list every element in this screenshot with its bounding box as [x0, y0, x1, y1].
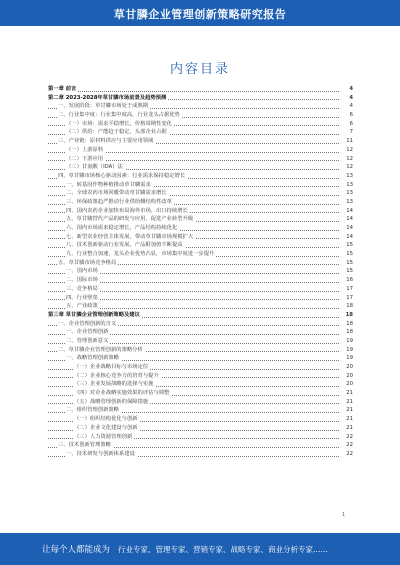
toc-entry-page: 15: [341, 241, 353, 250]
toc-entry-page: 19: [341, 346, 353, 355]
toc-entry-page: 16: [341, 276, 353, 285]
toc-entry[interactable]: [48, 328, 353, 337]
toc-entry-page: 14: [341, 224, 353, 233]
toc-entry[interactable]: [48, 294, 353, 303]
toc-entry-text: （三）人力资源管理创新: [74, 433, 133, 440]
toc-entry[interactable]: [48, 267, 353, 276]
toc-entry-text: 一、战略管理创新策略: [66, 355, 119, 362]
toc-entry-text: 第二章 2023-2028年草甘膦市场前景及趋势预测: [48, 94, 167, 101]
toc-entry[interactable]: [48, 250, 353, 259]
toc-heading: 内容目录: [169, 62, 230, 77]
toc-entry-page: 18: [341, 328, 353, 337]
toc-entry-page: 14: [341, 207, 353, 216]
toc-entry-page: 12: [341, 155, 353, 164]
toc-entry[interactable]: [48, 111, 353, 120]
toc-entry-text: 一、国内市场: [66, 268, 98, 275]
report-header-bar: [0, 0, 400, 26]
toc-entry-text: （二）企业核心竞争力的培育与提升: [74, 372, 159, 379]
toc-entry[interactable]: [48, 441, 353, 450]
toc-entry-page: 7: [341, 128, 353, 137]
toc-entry-page: 17: [341, 285, 353, 294]
toc-entry[interactable]: [48, 424, 353, 433]
toc-entry-page: 4: [341, 94, 353, 103]
toc-entry[interactable]: [48, 207, 353, 216]
toc-entry[interactable]: [48, 320, 353, 329]
toc-entry-text: 六、国内市场需求稳定增长，产品结构持续优化: [66, 225, 178, 231]
toc-entry-text: （三）企业发展战略的选择与实施: [74, 381, 154, 388]
toc-entry[interactable]: [48, 233, 353, 242]
toc-entry-page: 4: [341, 85, 353, 94]
footer-slogan: 让每个人都能成为: [42, 545, 111, 555]
toc-entry-text: 七、新型农业经营主体发展，带动草甘膦市场规模扩大: [66, 233, 194, 240]
toc-entry[interactable]: [48, 215, 353, 224]
toc-entry[interactable]: [48, 372, 353, 381]
toc-entry-text: 五、产业政策: [66, 303, 98, 310]
toc-entry[interactable]: [48, 389, 353, 398]
toc-entry-text: 五、草甘膦市场竞争格局: [58, 259, 117, 266]
toc-entry-text: （二）企业文化建设与创新: [74, 424, 138, 431]
toc-entry-page: 22: [341, 441, 353, 450]
page-number: 1: [342, 512, 346, 518]
toc-entry[interactable]: [48, 241, 353, 250]
toc-entry-page: 13: [341, 198, 353, 207]
toc-entry-page: 18: [341, 302, 353, 311]
toc-entry[interactable]: [48, 363, 353, 372]
toc-entry-page: 13: [341, 181, 353, 190]
toc-entry-text: （三）甘氨酸（IDA）法: [66, 164, 123, 171]
toc-entry-text: （二）供给：产能趋于稳定，头部企业占据: [66, 129, 167, 136]
toc-entry-text: （一）上游原料: [66, 146, 104, 153]
toc-entry-page: 14: [341, 233, 353, 242]
toc-entry[interactable]: [48, 137, 353, 146]
toc-chapter-entry[interactable]: [48, 94, 353, 103]
toc-entry-page: 15: [341, 250, 353, 259]
toc-entry[interactable]: [48, 224, 353, 233]
toc-entry-text: 二、全球农药市场回暖带动草甘膦需求增长: [66, 190, 167, 197]
toc-entry-text: 八、技术创新驱动行业发展，产品附加值不断提高: [66, 242, 183, 249]
toc-entry[interactable]: [48, 433, 353, 442]
toc-entry-text: 三、竞争格局: [66, 285, 98, 292]
toc-entry-text: 四、草甘膦市场核心驱动因素：行业需求保持稳定增长: [58, 172, 186, 179]
toc-entry-page: 6: [341, 111, 353, 120]
toc-entry[interactable]: [48, 415, 353, 424]
toc-entry[interactable]: [48, 102, 353, 111]
toc-entry-text: （一）组织结构优化与创新: [74, 416, 138, 423]
toc-entry-page: 19: [341, 337, 353, 346]
toc-entry[interactable]: [48, 276, 353, 285]
toc-entry[interactable]: [48, 198, 353, 207]
toc-entry[interactable]: [48, 128, 353, 137]
toc-entry-text: 一、转基因作物种植推动草甘膦需求: [66, 181, 151, 188]
toc-entry-page: 20: [341, 372, 353, 381]
toc-entry-text: （二）下游应用: [66, 155, 104, 162]
toc-entry-text: 二、行业集中度：行业集中度高，行业龙头占据优势: [58, 112, 180, 119]
toc-entry-text: （一）企业战略目标与市场定位: [74, 364, 149, 370]
toc-entry-text: （一）市场：需求平稳增长，价格周期性变化: [66, 120, 172, 127]
toc-entry[interactable]: [48, 380, 353, 389]
toc-entry-page: 20: [341, 363, 353, 372]
toc-entry-page: 18: [341, 311, 353, 320]
toc-entry[interactable]: [48, 450, 353, 459]
toc-entry-text: 一、技术研发与创新体系建设: [66, 450, 135, 457]
toc-entry-text: 四、国内农药企业加快布局海外市场，出口持续增长: [66, 207, 188, 214]
toc-entry[interactable]: [48, 259, 353, 268]
toc-entry[interactable]: [48, 398, 353, 407]
toc-entry-text: （四）对企业战略实施效果的评估与调整: [74, 390, 170, 397]
report-title: 草甘膦企业管理创新策略研究报告: [113, 8, 287, 21]
toc-entry-text: 第一章 前言: [48, 86, 77, 92]
toc-chapter-entry[interactable]: [48, 85, 353, 94]
toc-entry-text: 四、行业壁垒: [66, 294, 98, 301]
toc-entry-text: 九、行业整合加速，龙头企业优势凸显，市场集中度进一步提升: [66, 251, 215, 258]
toc-entry-text: （五）战略管理创新的保障措施: [74, 398, 149, 405]
toc-entry-page: 21: [341, 415, 353, 424]
toc-entry[interactable]: [48, 146, 353, 155]
toc-entry-page: 21: [341, 424, 353, 433]
toc-entry-page: 12: [341, 163, 353, 172]
table-of-contents: [48, 85, 353, 459]
toc-entry[interactable]: [48, 172, 353, 181]
toc-entry-page: 6: [341, 120, 353, 129]
footer-tagline: 行业专家、管理专家、营销专家、战略专家、商业分析专家……: [118, 545, 328, 554]
toc-entry-page: 13: [341, 172, 353, 181]
toc-entry-text: 一、企业管理创新: [66, 329, 109, 336]
dot-leader: [48, 91, 339, 92]
toc-entry-page: 22: [341, 450, 353, 459]
toc-entry[interactable]: [48, 346, 353, 355]
toc-chapter-entry[interactable]: [48, 311, 353, 320]
toc-entry-page: 17: [341, 294, 353, 303]
toc-entry-page: 15: [341, 259, 353, 268]
toc-entry-page: 11: [341, 137, 353, 146]
toc-entry-text: 第三章 草甘膦企业管理创新策略及建议: [48, 311, 140, 318]
toc-entry[interactable]: [48, 163, 353, 172]
toc-entry-page: 20: [341, 380, 353, 389]
toc-entry-page: 14: [341, 215, 353, 224]
toc-entry[interactable]: [48, 189, 353, 198]
toc-entry[interactable]: [48, 181, 353, 190]
toc-entry[interactable]: [48, 155, 353, 164]
toc-entry-text: 二、国际市场: [66, 277, 98, 284]
toc-entry-page: 22: [341, 433, 353, 442]
toc-entry-page: 21: [341, 406, 353, 415]
toc-entry-page: 21: [341, 389, 353, 398]
toc-entry-page: 18: [341, 320, 353, 329]
toc-entry-text: 一、发展阶段：草甘膦市场处于成熟期: [58, 103, 149, 110]
toc-entry-text: 二、组织管理创新策略: [66, 407, 119, 414]
report-footer-bar: [0, 533, 400, 565]
toc-entry-text: 五、草甘膦替代产品的研发与应用，促进产业转型升级: [66, 216, 194, 223]
toc-entry-page: 13: [341, 189, 353, 198]
toc-entry-page: 15: [341, 267, 353, 276]
toc-entry-page: 4: [341, 102, 353, 111]
toc-entry[interactable]: [48, 120, 353, 129]
toc-entry[interactable]: [48, 302, 353, 311]
toc-entry[interactable]: [48, 285, 353, 294]
toc-entry-page: 19: [341, 354, 353, 363]
toc-entry[interactable]: [48, 406, 353, 415]
toc-entry[interactable]: [48, 354, 353, 363]
toc-entry-text: 二、管理创新意义: [66, 337, 109, 344]
toc-entry-page: 21: [341, 398, 353, 407]
toc-entry-text: 一、企业管理创新的含义: [58, 320, 117, 327]
toc-entry-page: 12: [341, 146, 353, 155]
toc-entry-text: 三、产业链：原材料供应与主要应用领域: [58, 138, 154, 145]
toc-entry-text: 三、环保政策趋严推动行业供给侧结构性改革: [66, 198, 172, 205]
toc-entry[interactable]: [48, 337, 353, 346]
toc-entry-text: 三、技术创新管理策略: [58, 442, 111, 449]
toc-entry-text: 二、草甘膦企业管理创新的策略分析: [58, 346, 143, 353]
